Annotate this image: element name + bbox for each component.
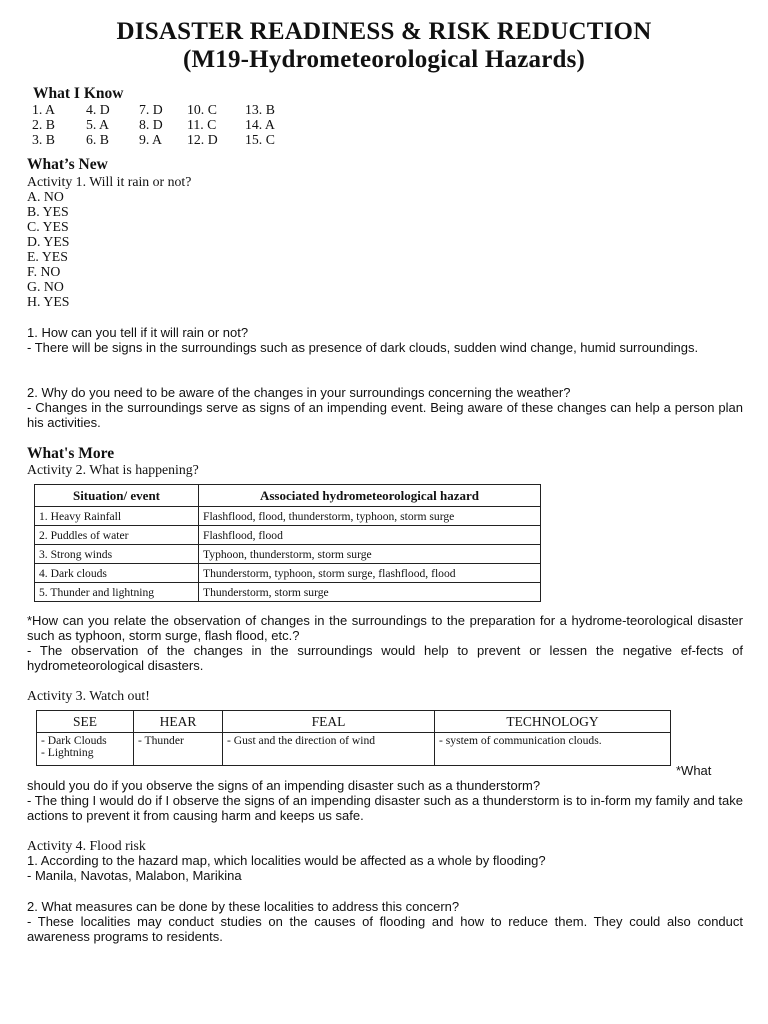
activity-2-title: Activity 2. What is happening? (27, 462, 199, 477)
page-title: DISASTER READINESS & RISK REDUCTION (116, 18, 652, 45)
table-cell: Typhoon, thunderstorm, storm surge (199, 545, 541, 564)
table-header-row (37, 711, 671, 733)
table-row (35, 583, 541, 602)
question-3: *How can you relate the observation of changes in the surroundings to the preparation for a hydrome-teorological disaster such as typhoon, storm surge, flash flood, etc.? (27, 613, 743, 643)
table-cell: 3. Strong winds (35, 545, 199, 564)
answer-column-2 (86, 102, 110, 147)
answer-column-3 (139, 102, 163, 147)
table-header-row (35, 485, 541, 507)
table-header: HEAR (134, 711, 223, 733)
activity-1-title: Activity 1. Will it rain or not? (27, 174, 192, 189)
table-row (37, 733, 671, 766)
table-cell: 4. Dark clouds (35, 564, 199, 583)
table-row (35, 507, 541, 526)
question-5: 1. According to the hazard map, which localities would be affected as a whole by flooding? (27, 853, 546, 868)
watch-out-table (36, 710, 671, 766)
answer-item: 2. B (32, 117, 55, 132)
answer-item: 15. C (245, 132, 275, 147)
table-cell: - Thunder (134, 733, 223, 766)
answer-column-1 (32, 102, 55, 147)
whats-more-heading: What's More (27, 445, 115, 462)
answer-5: - Manila, Navotas, Malabon, Marikina (27, 868, 242, 883)
table-cell: - Gust and the direction of wind (223, 733, 435, 766)
table-header: FEAL (223, 711, 435, 733)
answer-item: 11. C (187, 117, 217, 132)
answer-item: 1. A (32, 102, 55, 117)
answer-item: 12. D (187, 132, 218, 147)
answer-2: - Changes in the surroundings serve as signs of an impending event. Being aware of these changes can help a person plan his activities. (27, 400, 743, 430)
answer-item: 10. C (187, 102, 217, 117)
answer-3: - The observation of the changes in the surroundings would help to prevent or lessen the negative ef-fects of hydrometeorological disasters. (27, 643, 743, 673)
table-cell: 5. Thunder and lightning (35, 583, 199, 602)
answer-item: 4. D (86, 102, 110, 117)
answer-item: 5. A (86, 117, 109, 132)
answer-4: - The thing I would do if I observe the signs of an impending disaster such as a thunderstorm is to in-form my family and take actions to prevent it from causing harm and keeps us safe. (27, 793, 743, 823)
question-2: 2. Why do you need to be aware of the changes in your surroundings concerning the weather? (27, 385, 571, 400)
question-4: should you do if you observe the signs of an impending disaster such as a thunderstorm? (27, 778, 541, 793)
question-4-start: *What (676, 763, 712, 778)
answer-item: A. NO (27, 189, 64, 204)
answer-item: 8. D (139, 117, 163, 132)
answer-item: 14. A (245, 117, 275, 132)
answer-column-5 (245, 102, 275, 147)
answer-item: B. YES (27, 204, 69, 219)
table-cell: Flashflood, flood, thunderstorm, typhoon, storm surge (199, 507, 541, 526)
answer-item: E. YES (27, 249, 68, 264)
activity-4-title: Activity 4. Flood risk (27, 838, 146, 853)
table-cell: - system of communication clouds. (435, 733, 671, 766)
page-subtitle: (M19-Hydrometeorological Hazards) (182, 46, 586, 73)
table-header: SEE (37, 711, 134, 733)
answer-1: - There will be signs in the surroundings such as presence of dark clouds, sudden wind change, humid surroundings. (27, 340, 699, 355)
answer-item: 6. B (86, 132, 109, 147)
table-row (35, 545, 541, 564)
answer-item: C. YES (27, 219, 69, 234)
answer-item: D. YES (27, 234, 70, 249)
hazard-table (34, 484, 541, 602)
table-row (35, 526, 541, 545)
what-i-know-heading: What I Know (33, 85, 124, 102)
table-header: Associated hydrometeorological hazard (199, 485, 541, 507)
whats-new-heading: What’s New (27, 156, 108, 173)
answer-item: 3. B (32, 132, 55, 147)
answer-item: 13. B (245, 102, 275, 117)
activity-1-answers (27, 189, 69, 309)
answer-item: F. NO (27, 264, 61, 279)
table-row (35, 564, 541, 583)
table-cell: Flashflood, flood (199, 526, 541, 545)
activity-3-title: Activity 3. Watch out! (27, 688, 150, 703)
answer-6: - These localities may conduct studies on the causes of flooding and how to reduce them. They could also conduct awareness programs to residents. (27, 914, 743, 944)
answer-item: H. YES (27, 294, 70, 309)
table-header: Situation/ event (35, 485, 199, 507)
answer-column-4 (187, 102, 218, 147)
table-cell: - Dark Clouds - Lightning (37, 733, 134, 766)
table-cell: 1. Heavy Rainfall (35, 507, 199, 526)
table-cell: 2. Puddles of water (35, 526, 199, 545)
table-header: TECHNOLOGY (435, 711, 671, 733)
table-cell: Thunderstorm, typhoon, storm surge, flashflood, flood (199, 564, 541, 583)
question-6: 2. What measures can be done by these localities to address this concern? (27, 899, 460, 914)
question-1: 1. How can you tell if it will rain or not? (27, 325, 249, 340)
answer-item: 9. A (139, 132, 162, 147)
table-cell: Thunderstorm, storm surge (199, 583, 541, 602)
answer-item: 7. D (139, 102, 163, 117)
answer-item: G. NO (27, 279, 64, 294)
